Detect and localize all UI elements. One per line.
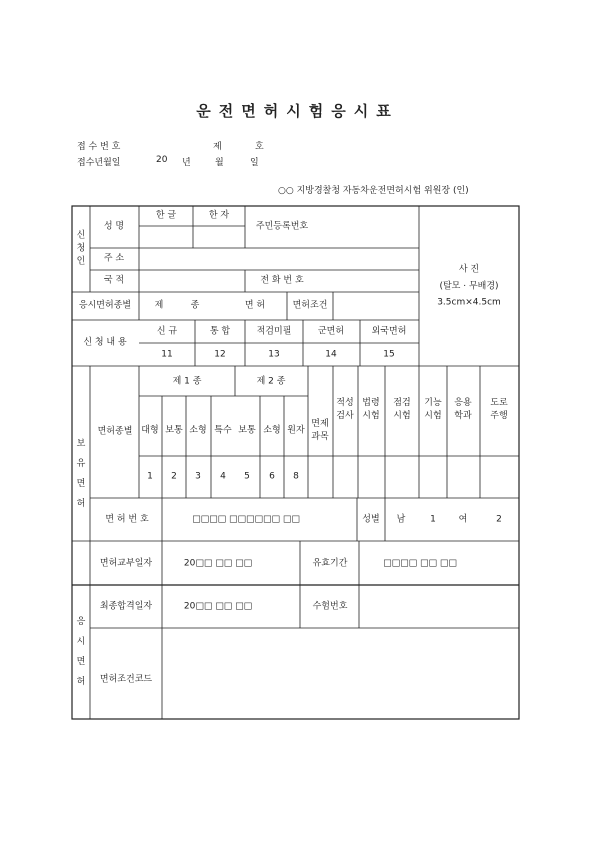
subject-label: 도로주행	[490, 398, 508, 421]
app-item-code: 15	[383, 349, 395, 360]
class-code: 2	[171, 471, 177, 482]
class-code: 3	[195, 471, 201, 482]
receipt-date-nyeon: 년	[182, 158, 191, 168]
photo-note: (탈모 · 무배경)	[439, 281, 499, 292]
app-item-name: 외국면허	[371, 326, 407, 337]
gender-female-code: 2	[496, 514, 502, 525]
subject-label: 점검시험	[393, 398, 411, 421]
exam-no-label: 수험번호	[312, 601, 348, 612]
license-type-jong: 종	[190, 300, 200, 311]
app-item-name: 군면허	[317, 326, 345, 337]
receipt-date-month: 월	[215, 158, 224, 168]
held-license-section-label: 보유면허	[76, 439, 86, 509]
class1-item: 소형	[189, 425, 207, 436]
app-item-code: 11	[161, 349, 173, 360]
class1-item: 보통	[165, 425, 183, 436]
app-item-code: 12	[214, 349, 226, 360]
gender-male: 남	[396, 514, 406, 525]
class-code: 4	[220, 471, 226, 482]
class-code: 1	[147, 471, 153, 482]
hangul-label: 한 글	[155, 210, 177, 221]
issue-date-label: 면허교부일자	[99, 558, 153, 569]
receipt-date-day: 일	[250, 158, 259, 168]
class1-label: 제 1 종	[172, 376, 202, 387]
license-type-label: 응시면허종별	[78, 300, 132, 311]
class1-item: 특수	[214, 425, 232, 436]
receipt-no-ho: 호	[255, 142, 264, 152]
photo-label: 사 진	[458, 264, 480, 275]
class2-item: 보통	[238, 425, 256, 436]
hanja-label: 한 자	[208, 210, 230, 221]
final-pass-format: 20□□ □□ □□	[183, 601, 253, 612]
subject-label: 응용학과	[454, 398, 472, 421]
exam-license-section-label: 응시면허	[76, 617, 86, 687]
app-item-name: 신 규	[156, 326, 178, 337]
exempt-subject-label: 면제과목	[311, 419, 329, 442]
app-item-name: 통 합	[209, 326, 231, 337]
subject-label: 법령시험	[362, 398, 380, 421]
name-label: 성 명	[103, 221, 125, 232]
applicant-section-label: 신청인	[76, 230, 86, 267]
application-content-label: 신 청 내 용	[83, 337, 127, 348]
condition-code-label: 면허조건코드	[99, 674, 153, 685]
rrn-label: 주민등록번호	[255, 221, 309, 232]
receipt-no-label: 접 수 번 호	[77, 142, 121, 152]
valid-period-label: 유효기간	[312, 558, 348, 569]
final-pass-label: 최종합격일자	[99, 601, 153, 612]
app-item-code: 14	[325, 349, 337, 360]
gender-male-code: 1	[430, 514, 436, 525]
receipt-date-year: 20	[156, 155, 168, 165]
license-type-je: 제	[154, 300, 164, 311]
class2-label: 제 2 종	[256, 376, 286, 387]
class-code: 5	[244, 471, 250, 482]
license-no-format: □□□□ □□□□□□ □□	[192, 514, 300, 525]
phone-label: 전 화 번 호	[260, 275, 304, 286]
receipt-no-je: 제	[213, 142, 222, 152]
page-title: 운전면허시험응시표	[196, 102, 399, 120]
gender-female: 여	[458, 514, 468, 525]
address-label: 주 소	[103, 253, 125, 264]
class2-item: 소형	[263, 425, 281, 436]
nationality-label: 국 적	[103, 275, 125, 286]
gender-label: 성별	[362, 514, 380, 525]
class2-item: 원자	[287, 425, 305, 436]
photo-size: 3.5cm×4.5cm	[437, 297, 501, 308]
receipt-date-label: 접수년월일	[77, 158, 121, 168]
license-class-label: 면허종별	[97, 426, 133, 437]
condition-label: 면허조건	[292, 300, 328, 311]
valid-period-format: □□□□ □□ □□	[383, 558, 457, 569]
subject-label: 기능시험	[424, 398, 442, 421]
app-item-name: 적검미필	[256, 326, 292, 337]
app-item-code: 13	[268, 349, 280, 360]
class1-item: 대형	[141, 425, 159, 436]
class-code: 6	[269, 471, 275, 482]
subject-label: 적성검사	[336, 398, 354, 421]
license-no-label: 면 허 번 호	[105, 514, 149, 525]
license-type-myeonheo: 면 허	[244, 300, 266, 311]
issue-date-format: 20□□ □□ □□	[183, 558, 253, 569]
class-code: 8	[293, 471, 299, 482]
authority-line: ○○ 지방경찰청 자동차운전면허시험 위원장 (인)	[278, 186, 469, 196]
